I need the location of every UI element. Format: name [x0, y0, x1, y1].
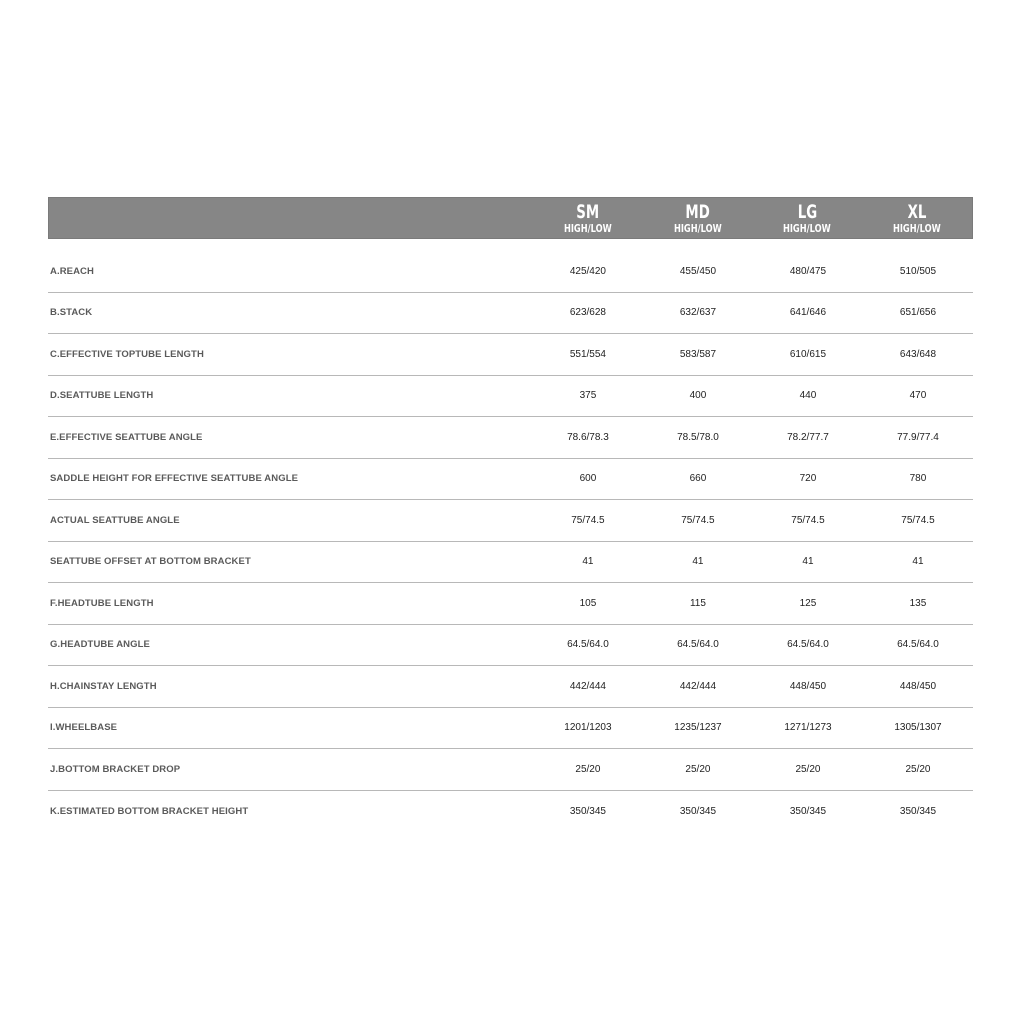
- row-value-sm: 78.6/78.3: [567, 431, 609, 443]
- row-value-md: 64.5/64.0: [677, 639, 719, 651]
- table-row: [48, 708, 973, 750]
- row-value-md: 442/444: [679, 680, 717, 692]
- table-row: [48, 417, 973, 459]
- row-value-md: 78.5/78.0: [677, 431, 719, 443]
- size-name: MD: [685, 200, 710, 223]
- row-value-xl: 77.9/77.4: [897, 431, 939, 443]
- header-spacer: [49, 198, 533, 238]
- size-header-lg: [752, 198, 862, 238]
- size-header-sm: [533, 198, 643, 238]
- table-row: [48, 293, 973, 335]
- table-row: [48, 376, 973, 418]
- row-value-md: 660: [689, 473, 707, 485]
- row-value-lg: 440: [799, 390, 817, 402]
- row-value-lg: 350/345: [789, 805, 827, 817]
- row-value-xl: 1305/1307: [894, 722, 942, 734]
- row-value-sm: 600: [579, 473, 597, 485]
- row-label: I.WHEELBASE: [50, 722, 118, 734]
- geometry-table: [48, 197, 973, 832]
- row-value-md: 25/20: [685, 763, 711, 775]
- table-row: [48, 334, 973, 376]
- row-value-xl: 75/74.5: [901, 514, 935, 526]
- table-row: [48, 459, 973, 501]
- table-body: [48, 251, 973, 832]
- size-name: LG: [797, 200, 818, 223]
- row-label: G.HEADTUBE ANGLE: [50, 639, 150, 651]
- row-value-lg: 641/646: [789, 307, 827, 319]
- row-value-md: 115: [689, 597, 706, 609]
- row-value-md: 41: [692, 556, 704, 568]
- row-value-sm: 551/554: [569, 348, 606, 360]
- row-label: F.HEADTUBE LENGTH: [50, 597, 154, 609]
- row-value-md: 455/450: [679, 265, 717, 277]
- row-value-lg: 78.2/77.7: [787, 431, 829, 443]
- size-subtitle: HIGH/LOW: [893, 221, 941, 235]
- row-value-lg: 75/74.5: [791, 514, 825, 526]
- size-name: XL: [907, 200, 927, 223]
- row-value-xl: 64.5/64.0: [897, 639, 939, 651]
- size-subtitle: HIGH/LOW: [673, 221, 722, 235]
- row-label: ACTUAL SEATTUBE ANGLE: [50, 514, 180, 526]
- row-value-sm: 105: [579, 597, 597, 609]
- row-value-sm: 350/345: [569, 805, 606, 817]
- row-label: B.STACK: [50, 307, 93, 319]
- size-subtitle: HIGH/LOW: [783, 221, 832, 235]
- row-value-sm: 375: [579, 390, 597, 402]
- row-value-xl: 643/648: [899, 348, 937, 360]
- row-value-lg: 610/615: [789, 348, 827, 360]
- row-value-xl: 25/20: [905, 763, 931, 775]
- row-value-sm: 75/74.5: [571, 514, 605, 526]
- row-value-sm: 41: [582, 556, 594, 568]
- table-row: [48, 791, 973, 833]
- table-row: [48, 583, 973, 625]
- table-row: [48, 500, 973, 542]
- row-value-sm: 442/444: [569, 680, 606, 692]
- size-header-md: [643, 198, 753, 238]
- row-value-xl: 651/656: [899, 307, 937, 319]
- row-label: H.CHAINSTAY LENGTH: [50, 680, 157, 692]
- table-header: [48, 197, 973, 239]
- row-value-lg: 25/20: [795, 763, 821, 775]
- table-row: [48, 749, 973, 791]
- row-value-md: 632/637: [679, 307, 717, 319]
- row-value-lg: 448/450: [789, 680, 827, 692]
- row-value-sm: 623/628: [569, 307, 606, 319]
- row-value-xl: 448/450: [899, 680, 937, 692]
- row-value-lg: 1271/1273: [784, 722, 832, 734]
- size-subtitle: HIGH/LOW: [563, 221, 612, 235]
- row-label: A.REACH: [50, 265, 94, 277]
- row-label: D.SEATTUBE LENGTH: [50, 390, 154, 402]
- row-value-md: 583/587: [679, 348, 717, 360]
- row-value-sm: 1201/1203: [564, 722, 612, 734]
- row-value-sm: 25/20: [575, 763, 601, 775]
- row-value-xl: 350/345: [899, 805, 937, 817]
- row-value-lg: 720: [799, 473, 817, 485]
- size-name: SM: [576, 200, 600, 223]
- row-label: SADDLE HEIGHT FOR EFFECTIVE SEATTUBE ANGLE: [50, 473, 299, 485]
- row-value-lg: 480/475: [789, 265, 827, 277]
- row-label: E.EFFECTIVE SEATTUBE ANGLE: [50, 431, 203, 443]
- row-value-lg: 125: [799, 597, 817, 609]
- row-value-xl: 510/505: [899, 265, 937, 277]
- row-value-xl: 41: [912, 556, 924, 568]
- row-value-md: 75/74.5: [681, 514, 715, 526]
- table-row: [48, 251, 973, 293]
- row-label: SEATTUBE OFFSET AT BOTTOM BRACKET: [50, 556, 251, 568]
- table-row: [48, 542, 973, 584]
- row-value-md: 400: [689, 390, 707, 402]
- row-value-sm: 64.5/64.0: [567, 639, 609, 651]
- size-header-xl: [862, 198, 972, 238]
- row-value-sm: 425/420: [569, 265, 606, 277]
- row-value-xl: 470: [909, 390, 927, 402]
- row-value-lg: 41: [802, 556, 814, 568]
- row-value-xl: 135: [909, 597, 927, 609]
- row-label: K.ESTIMATED BOTTOM BRACKET HEIGHT: [50, 805, 249, 817]
- row-label: J.BOTTOM BRACKET DROP: [50, 763, 181, 775]
- table-row: [48, 666, 973, 708]
- row-value-md: 350/345: [679, 805, 717, 817]
- row-value-xl: 780: [909, 473, 927, 485]
- row-value-lg: 64.5/64.0: [787, 639, 829, 651]
- row-label: C.EFFECTIVE TOPTUBE LENGTH: [50, 348, 204, 360]
- table-row: [48, 625, 973, 667]
- row-value-md: 1235/1237: [674, 722, 722, 734]
